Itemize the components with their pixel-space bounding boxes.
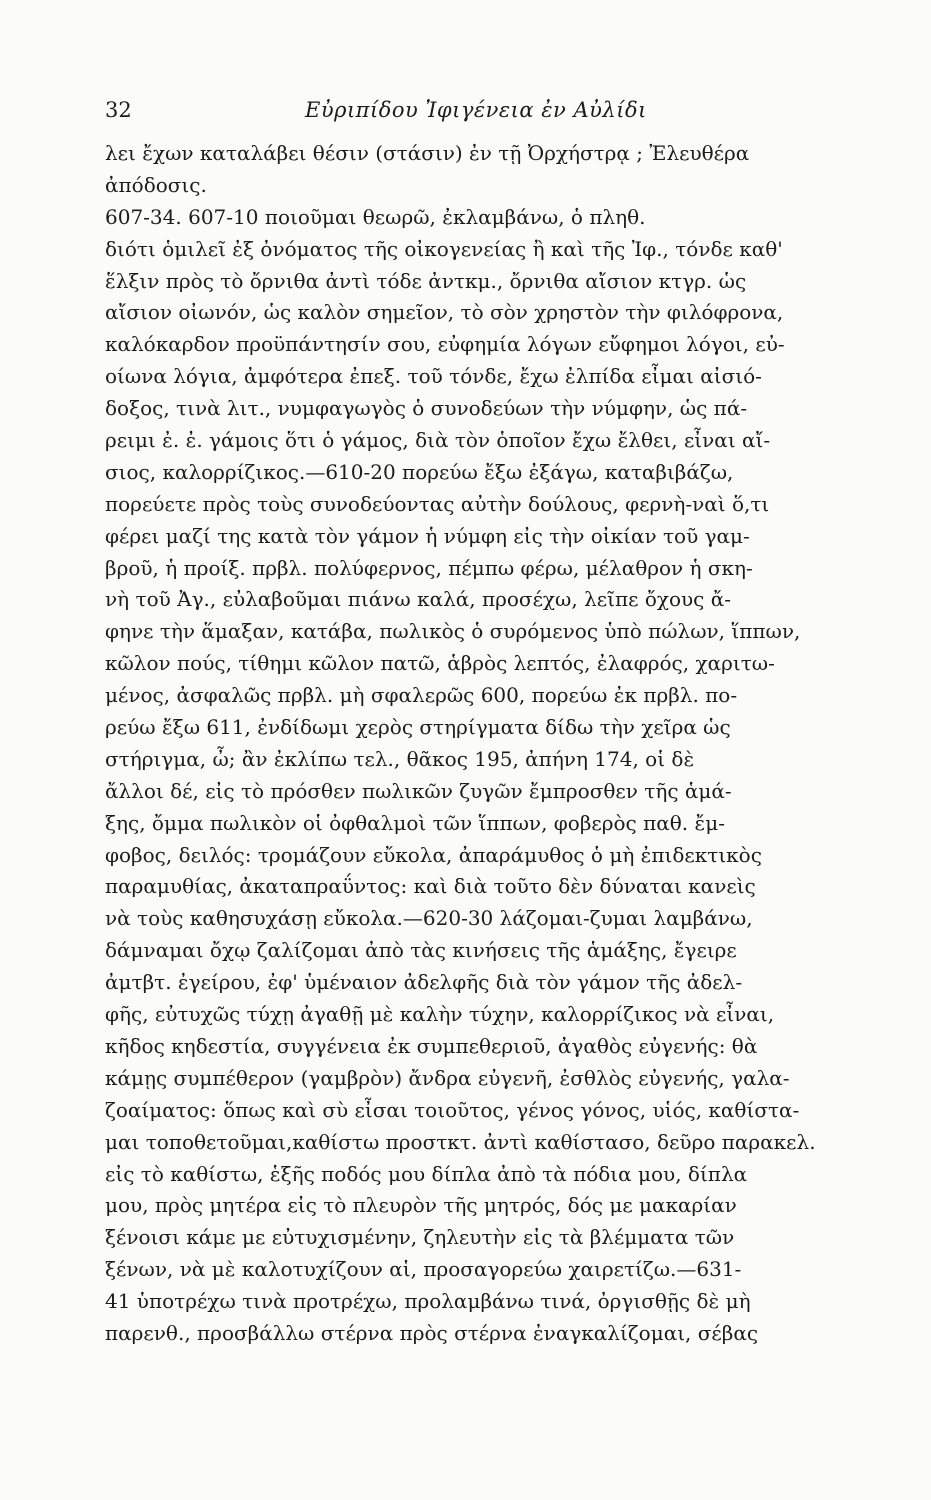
text-line: 41 ὑποτρέχω τινὰ προτρέχω, προλαμβάνω τινά, ὀργισθῇς δὲ μὴ (105, 1289, 751, 1314)
text-line: στήριγμα, ὦ; ἂν ἐκλίπω τελ., θᾶκος 195, ἀπήνη 174, οἱ δὲ (105, 746, 695, 771)
text-line: φῆς, εὐτυχῶς τύχῃ ἀγαθῇ μὲ καλὴν τύχην, καλορρίζικος νὰ εἶναι, (105, 1002, 775, 1027)
text-line: ξένων, νὰ μὲ καλοτυχίζουν αἱ, προσαγορεύω χαιρετίζω.—631- (105, 1257, 742, 1282)
text-line: κάμῃς συμπέθερον (γαμβρὸν) ἄνδρα εὐγενῆ, ἐσθλὸς εὐγενής, γαλα- (105, 1065, 790, 1090)
text-line: μαι τοποθετοῦμαι,καθίστω προστκτ. ἀντὶ καθίστασο, δεῦρο παρακελ. (105, 1129, 816, 1154)
text-line: 607-34. 607-10 ποιοῦμαι θεωρῶ, ἐκλαμβάνω, ὁ πληθ. (105, 204, 646, 229)
text-line: δοξος, τινὰ λιτ., νυμφαγωγὸς ὁ συνοδεύων τὴν νύμφην, ὡς πά- (105, 396, 748, 421)
text-line: μου, πρὸς μητέρα εἰς τὸ πλευρὸν τῆς μητρός, δός με μακαρίαν (105, 1193, 737, 1218)
text-line: φηνε τὴν ἅμαξαν, κατάβα, πωλικὸς ὁ συρόμενος ὑπὸ πώλων, ἵππων, (105, 619, 801, 644)
commentary-text (105, 138, 850, 1350)
text-line: μένος, ἀσφαλῶς πρβλ. μὴ σφαλερῶς 600, πορεύω ἐκ πρβλ. πο- (105, 683, 738, 708)
text-line: παρενθ., προσβάλλω στέρνα πρὸς στέρνα ἐναγκαλίζομαι, σέβας (105, 1320, 759, 1345)
text-line: παραμυθίας, ἀκαταπραΰντος: καὶ διὰ τοῦτο δὲν δύναται κανεὶς (105, 874, 756, 899)
text-line: ξένοισι κάμε με εὐτυχισμένην, ζηλευτὴν εἰς τὰ βλέμματα τῶν (105, 1225, 735, 1250)
text-line: δάμναμαι ὄχῳ ζαλίζομαι ἀπὸ τὰς κινήσεις τῆς ἁμάξης, ἔγειρε (105, 938, 737, 963)
text-line: νὴ τοῦ Ἀγ., εὐλαβοῦμαι πιάνω καλά, προσέχω, λεῖπε ὄχους ἄ- (105, 587, 731, 612)
page-header (105, 98, 850, 128)
text-line: οίωνα λόγια, ἀμφότερα ἐπεξ. τοῦ τόνδε, ἔχω ἐλπίδα εἶμαι αἰσιό- (105, 364, 762, 389)
page-number: 32 (105, 98, 132, 122)
text-line: ξης, ὄμμα πωλικὸν οἱ ὀφθαλμοὶ τῶν ἵππων, φοβερὸς παθ. ἔμ- (105, 810, 726, 835)
text-line: νὰ τοὺς καθησυχάσῃ εὔκολα.—620-30 λάζομαι-ζυμαι λαμβάνω, (105, 906, 753, 931)
text-line: αἴσιον οἰωνόν, ὡς καλὸν σημεῖον, τὸ σὸν χρηστὸν τὴν φιλόφρονα, (105, 300, 784, 325)
text-line: ἀμτβτ. ἐγείρου, ἐφ' ὑμέναιον ἀδελφῆς διὰ τὸν γάμον τῆς ἀδελ- (105, 970, 743, 995)
text-line: λει ἔχων καταλάβει θέσιν (στάσιν) ἐν τῇ Ὀρχήστρᾳ ; Ἐλευθέρα (105, 141, 750, 165)
text-line: καλόκαρδον προϋπάντησίν σου, εὐφημία λόγων εὔφημοι λόγοι, εὐ- (105, 332, 785, 357)
text-line: ρειμι ἐ. ἐ. γάμοις ὅτι ὁ γάμος, διὰ τὸν ὁποῖον ἔχω ἔλθει, εἶναι αἴ- (105, 428, 771, 453)
text-line: σιος, καλορρίζικος.—610-20 πορεύω ἔξω ἐξάγω, καταβιβάζω, (105, 459, 734, 484)
text-line: φέρει μαζί της κατὰ τὸν γάμον ἡ νύμφη εἰς τὴν οἰκίαν τοῦ γαμ- (105, 523, 750, 548)
text-line: κῶλον πούς, τίθημι κῶλον πατῶ, ἁβρὸς λεπτός, ἐλαφρός, χαριτω- (105, 651, 775, 676)
text-line: πορεύετε πρὸς τοὺς συνοδεύοντας αὐτὴν δούλους, φερνὴ-ναὶ ὅ,τι (105, 491, 770, 516)
text-line: βροῦ, ἡ προίξ. πρβλ. πολύφερνος, πέμπω φέρω, μέλαθρον ἡ σκη- (105, 555, 753, 580)
text-line: ζοαίματος: ὅπως καὶ σὺ εἶσαι τοιοῦτος, γένος γόνος, υἱός, καθίστα- (105, 1097, 800, 1122)
text-line: ἀπόδοσις. (105, 172, 207, 197)
text-line: ἕλξιν πρὸς τὸ ὄρνιθα ἀντὶ τόδε ἀντκμ., ὄρνιθα αἴσιον κτγρ. ὡς (105, 268, 747, 293)
text-line: διότι ὁμιλεῖ ἐξ ὀνόματος τῆς οἰκογενείας ἢ καὶ τῆς Ἰφ., τόνδε καθ' (105, 236, 783, 261)
text-line: ἄλλοι δέ, εἰς τὸ πρόσθεν πωλικῶν ζυγῶν ἔμπροσθεν τῆς ἁμά- (105, 778, 732, 803)
text-line: εἰς τὸ καθίστω, ἑξῆς ποδός μου δίπλα ἀπὸ τὰ πόδια μου, δίπλα (105, 1161, 748, 1186)
running-title: Εὐριπίδου Ἰφιγένεια ἐν Αὐλίδι (305, 98, 647, 122)
text-line: φοβος, δειλός: τρομάζουν εὔκολα, ἀπαράμυθος ὁ μὴ ἐπιδεκτικὸς (105, 842, 762, 867)
text-line: κῆδος κηδεστία, συγγένεια ἐκ συμπεθεριοῦ, ἀγαθὸς εὐγενής: θὰ (105, 1033, 758, 1058)
text-line: ρεύω ἔξω 611, ἐνδίδωμι χερὸς στηρίγματα δίδω τὴν χεῖρα ὡς (105, 715, 731, 740)
